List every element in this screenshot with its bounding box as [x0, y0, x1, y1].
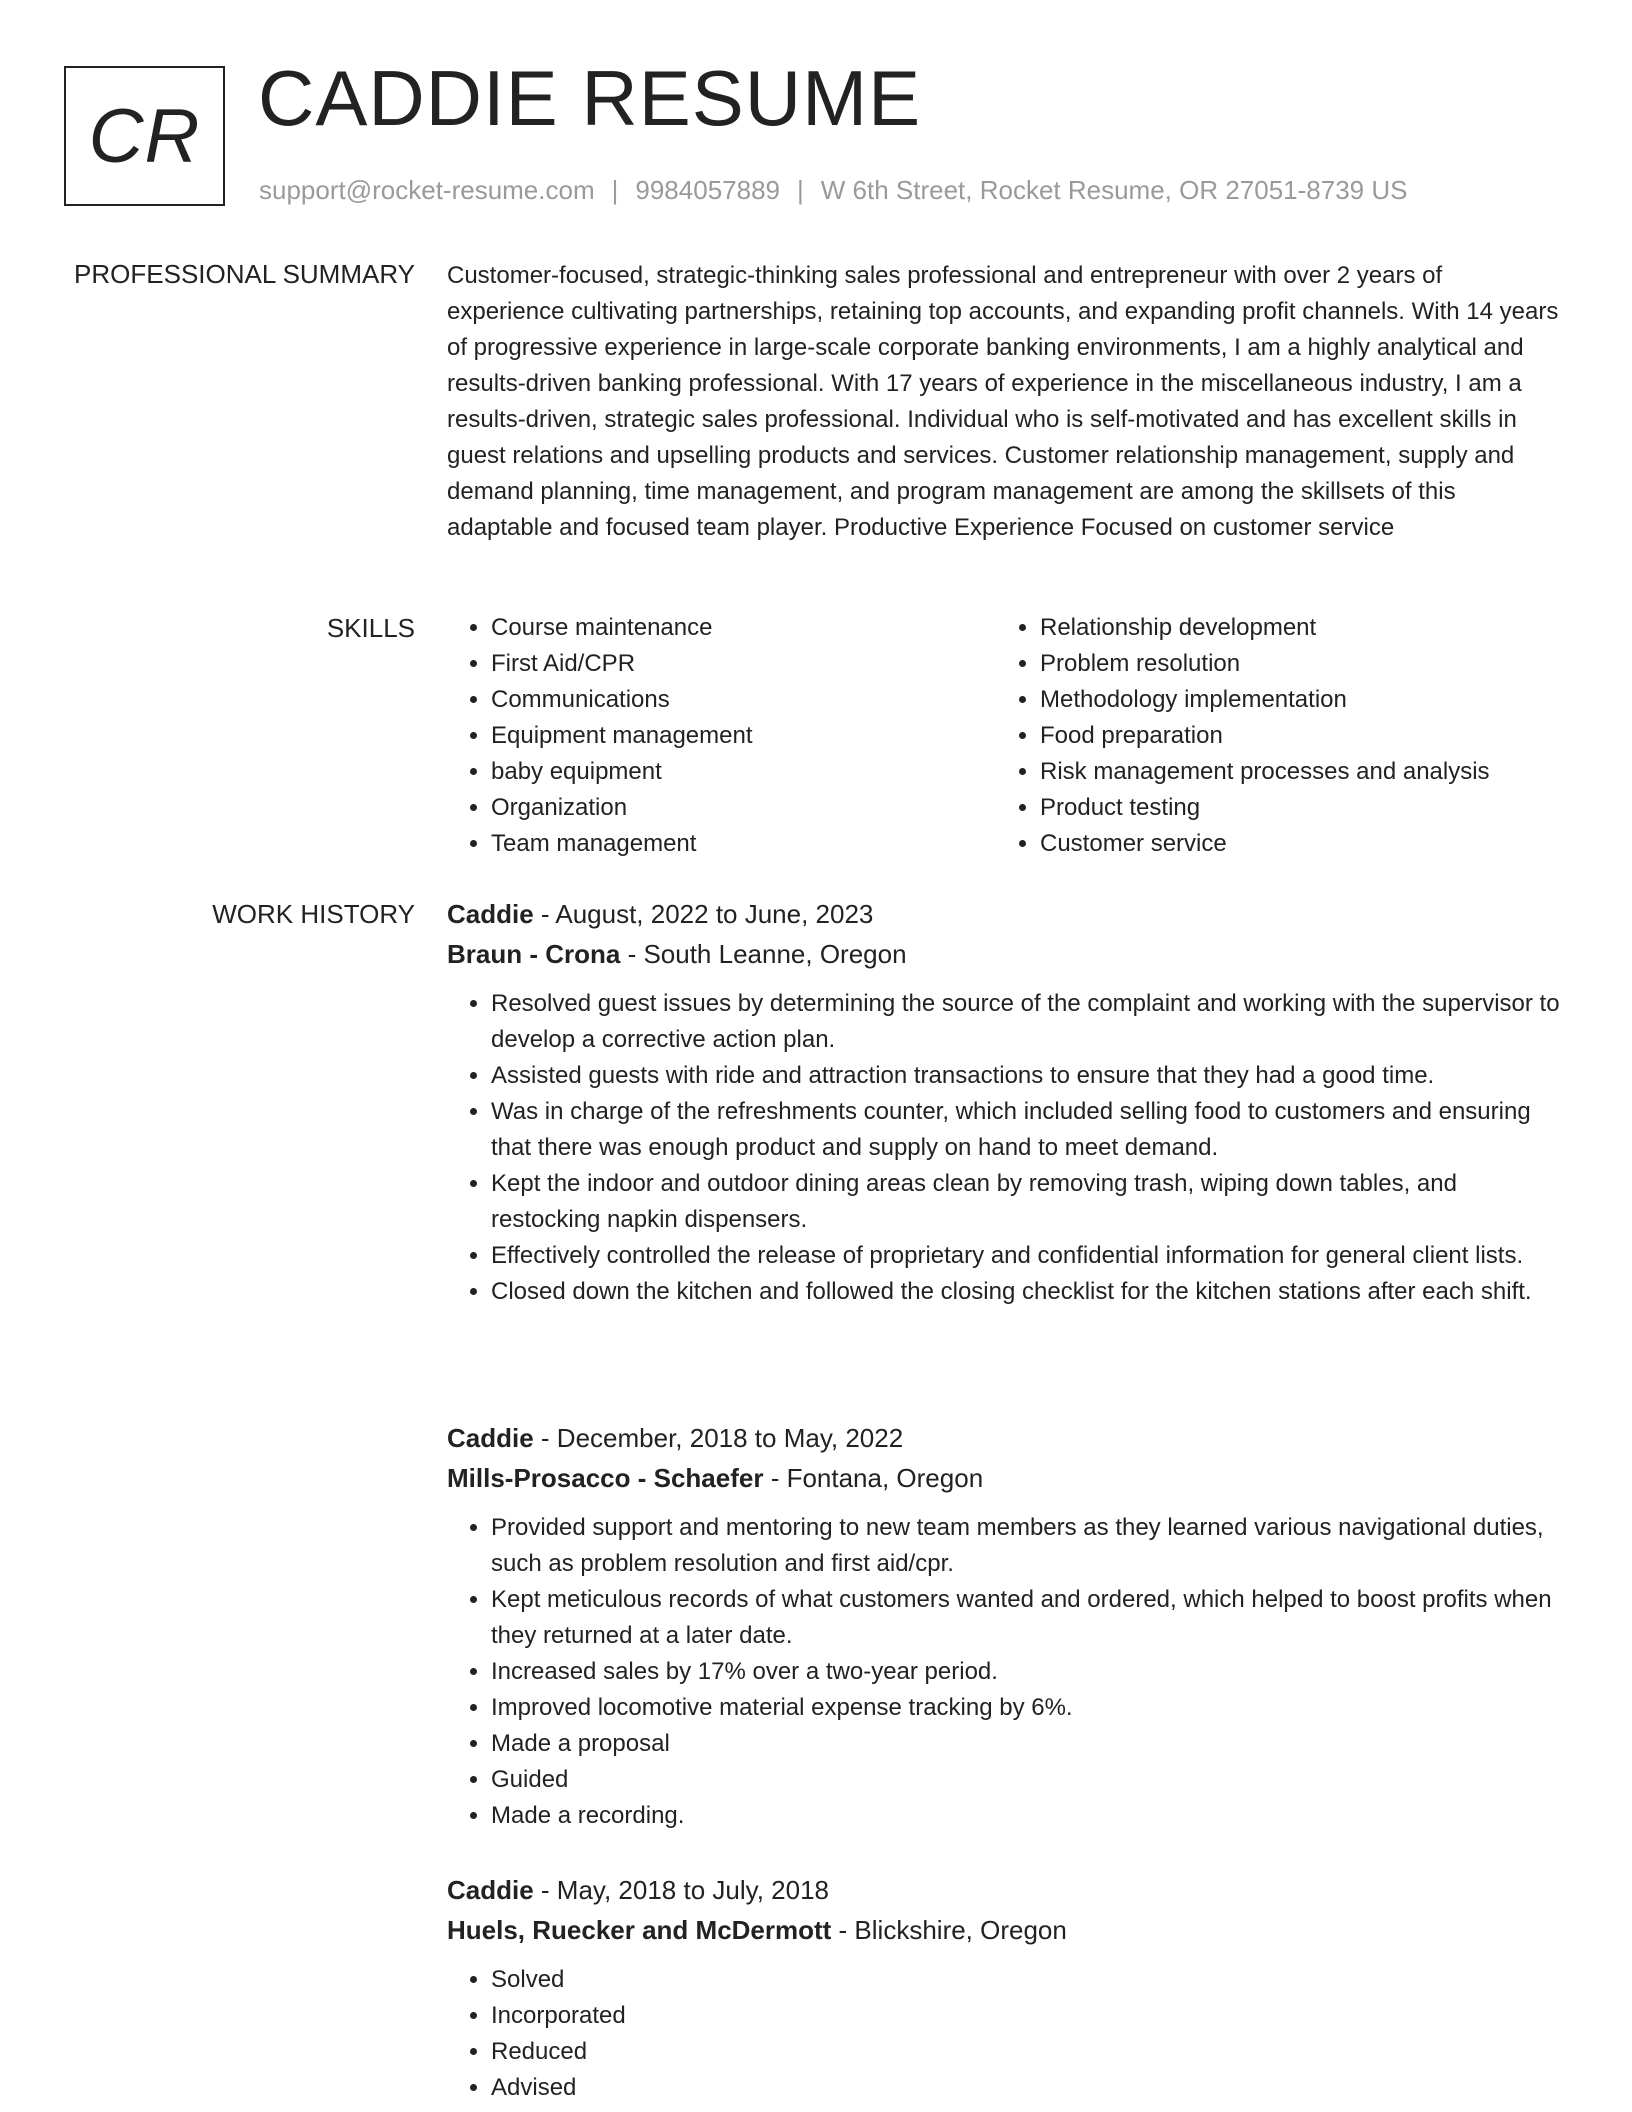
- job-bullet: • Made a proposal: [491, 1726, 1562, 1762]
- job-bullet: • Assisted guests with ride and attraction transactions to ensure that they had a good time.: [491, 1058, 1562, 1094]
- monogram-badge: CR: [64, 66, 225, 206]
- job-entry: [447, 1418, 1562, 1834]
- resume-name: CADDIE RESUME: [258, 54, 922, 142]
- job-bullet: • Incorporated: [491, 1998, 1562, 2034]
- job-entry: [447, 1870, 1562, 2106]
- skill-item: • Communications: [491, 682, 987, 718]
- skill-item: • Risk management processes and analysis: [1040, 754, 1562, 790]
- job-dates: - December, 2018 to May, 2022: [533, 1423, 904, 1453]
- skill-item: • Equipment management: [491, 718, 987, 754]
- skills-list-right: [996, 610, 1562, 862]
- skills-column-right: [996, 610, 1562, 862]
- job-location: - South Leanne, Oregon: [620, 939, 907, 969]
- skill-item: • Problem resolution: [1040, 646, 1562, 682]
- job-bullet: • Advised: [491, 2070, 1562, 2106]
- job-company: Braun - Crona: [447, 939, 621, 969]
- summary-text: Customer-focused, strategic-thinking sales professional and entrepreneur with over 2 years of experience cultivating partnerships, retaining top accounts, and expanding profit channels. With 14 years of progressive experience in large-scale corporate banking environments, I am a highly analytical and results-driven banking professional. With 17 years of experience in the miscellaneous industry, I am a results-driven, strategic sales professional. Individual who is self-motivated and has excellent skills in guest relations and upselling products and services. Customer relationship management, supply and demand planning, time management, and program management are among the skillsets of this adaptable and focused team player. Productive Experience Focused on customer service: [447, 262, 1559, 541]
- job-company-line: [447, 934, 1562, 974]
- job-title: Caddie: [447, 1875, 534, 1905]
- job-company: Huels, Ruecker and McDermott: [447, 1915, 832, 1945]
- job-bullet: • Effectively controlled the release of proprietary and confidential information for general client lists.: [491, 1238, 1562, 1274]
- job-title-line: [447, 894, 1562, 934]
- skill-item: • baby equipment: [491, 754, 987, 790]
- skill-item: • Organization: [491, 790, 987, 826]
- job-dates: - May, 2018 to July, 2018: [533, 1875, 829, 1905]
- job-bullets: [447, 1962, 1562, 2106]
- job-bullet: • Guided: [491, 1762, 1562, 1798]
- skills-column-left: [447, 610, 987, 862]
- job-title-line: [447, 1870, 1562, 1910]
- job-bullet: • Solved: [491, 1962, 1562, 1998]
- summary-section: [447, 258, 1562, 546]
- skill-item: • Relationship development: [1040, 610, 1562, 646]
- job-location: - Fontana, Oregon: [763, 1463, 984, 1493]
- job-bullet: • Provided support and mentoring to new team members as they learned various navigational duties, such as problem resolution and first aid/cpr.: [491, 1510, 1562, 1582]
- work-history-heading: WORK HISTORY: [212, 899, 415, 929]
- job-bullet: • Kept the indoor and outdoor dining areas clean by removing trash, wiping down tables, and restocking napkin dispensers.: [491, 1166, 1562, 1238]
- job-bullet: • Closed down the kitchen and followed the closing checklist for the kitchen stations after each shift.: [491, 1274, 1562, 1310]
- skills-section: [447, 610, 1562, 870]
- skill-item: • Customer service: [1040, 826, 1562, 862]
- job-bullet: • Reduced: [491, 2034, 1562, 2070]
- job-title-line: [447, 1418, 1562, 1458]
- job-title: Caddie: [447, 1423, 534, 1453]
- skill-item: • First Aid/CPR: [491, 646, 987, 682]
- skill-item: • Product testing: [1040, 790, 1562, 826]
- job-bullets: [447, 986, 1562, 1310]
- job-entry: [447, 894, 1562, 1310]
- job-bullet: • Increased sales by 17% over a two-year period.: [491, 1654, 1562, 1690]
- contact-separator: |: [611, 175, 619, 205]
- job-bullet: • Made a recording.: [491, 1798, 1562, 1834]
- job-location: - Blickshire, Oregon: [831, 1915, 1067, 1945]
- skill-item: • Methodology implementation: [1040, 682, 1562, 718]
- job-company-line: [447, 1910, 1562, 1950]
- job-bullets: [447, 1510, 1562, 1834]
- job-bullet: • Improved locomotive material expense tracking by 6%.: [491, 1690, 1562, 1726]
- contact-separator: |: [797, 175, 804, 205]
- summary-heading: PROFESSIONAL SUMMARY: [74, 259, 415, 289]
- job-company-line: [447, 1458, 1562, 1498]
- job-bullet: • Kept meticulous records of what customers wanted and ordered, which helped to boost profits when they returned at a later date.: [491, 1582, 1562, 1654]
- contact-address: W 6th Street, Rocket Resume, OR 27051-8739 US: [820, 175, 1408, 205]
- skill-item: • Course maintenance: [491, 610, 987, 646]
- skill-item: • Team management: [491, 826, 987, 862]
- job-company: Mills-Prosacco - Schaefer: [447, 1463, 764, 1493]
- job-bullet: • Resolved guest issues by determining the source of the complaint and working with the supervisor to develop a corrective action plan.: [491, 986, 1562, 1058]
- contact-line: [259, 174, 1407, 208]
- contact-email: support@rocket-resume.com: [259, 175, 595, 205]
- contact-phone: 9984057889: [635, 175, 780, 205]
- skills-heading: SKILLS: [326, 613, 415, 643]
- job-dates: - August, 2022 to June, 2023: [533, 899, 874, 929]
- job-bullet: • Was in charge of the refreshments counter, which included selling food to customers and ensuring that there was enough product and supply on hand to meet demand.: [491, 1094, 1562, 1166]
- skill-item: • Food preparation: [1040, 718, 1562, 754]
- job-title: Caddie: [447, 899, 534, 929]
- skills-list-left: [447, 610, 987, 862]
